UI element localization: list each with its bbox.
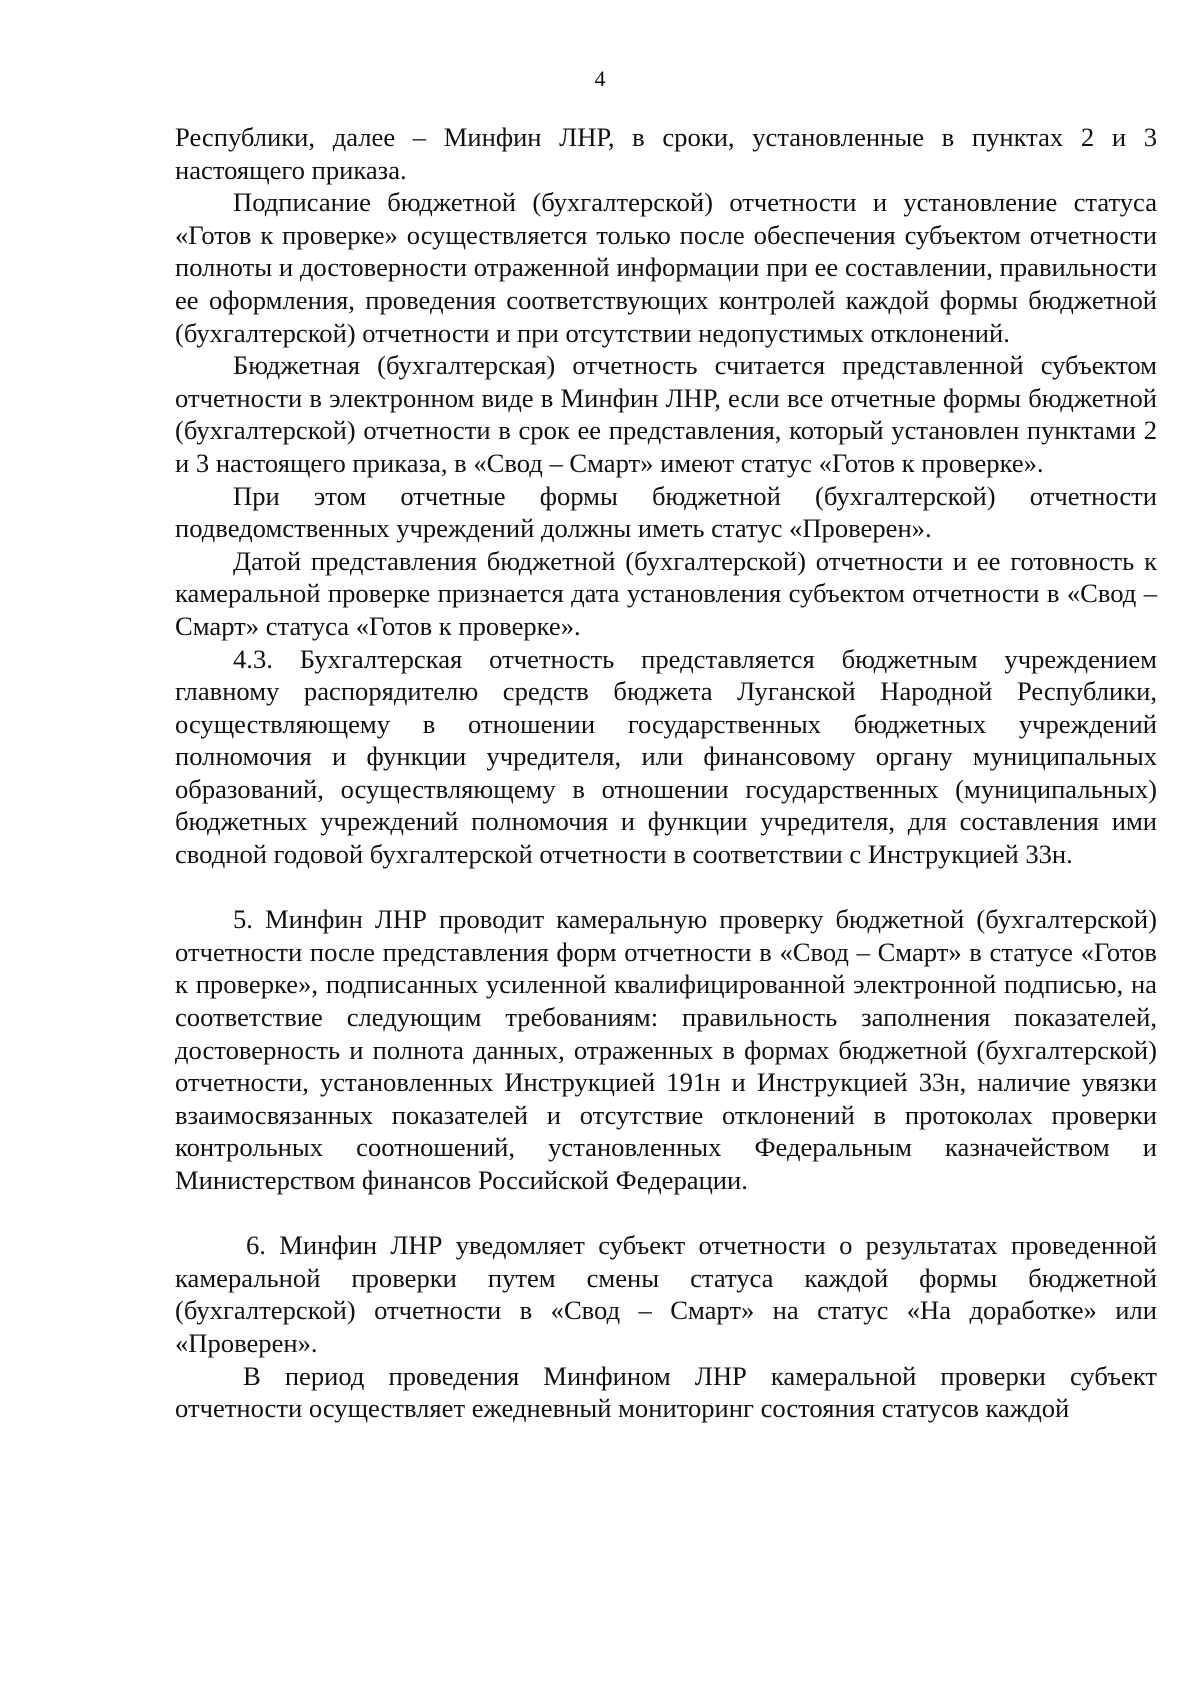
paragraph-monitoring: В период проведения Минфином ЛНР камеральной проверки субъект отчетности осуществляет ежедневный мониторинг состояния статусов каждой — [175, 1360, 1157, 1424]
paragraph-5: 5. Минфин ЛНР проводит камеральную проверку бюджетной (бухгалтерской) отчетности после представления форм отчетности в «Свод – Смарт» в статусе «Готов к проверке», подписанных усиленной квалифицированной электронной подписью, на соответствие следующим требованиям: правильность заполнения показателей, достоверность и полнота данных, отраженных в формах бюджетной (бухгалтерской) отчетности, установленных Инструкцией 191н и Инструкцией 33н, наличие увязки взаимосвязанных показателей и отсутствие отклонений в протоколах проверки контрольных соотношений, установленных Федеральным казначейством и Министерством финансов Российской Федерации. — [175, 904, 1157, 1195]
page-number: 4 — [594, 66, 606, 91]
paragraph-subordinate-status: При этом отчетные формы бюджетной (бухгалтерской) отчетности подведомственных учреждений должны иметь статус «Проверен». — [175, 480, 1157, 544]
document-body — [175, 121, 1157, 1425]
paragraph-continuation: Республики, далее – Минфин ЛНР, в сроки, установленные в пунктах 2 и 3 настоящего приказа. — [175, 122, 1157, 185]
paragraph-6: 6. Минфин ЛНР уведомляет субъект отчетности о результатах проведенной камеральной проверки путем смены статуса каждой формы бюджетной (бухгалтерской) отчетности в «Свод – Смарт» на статус «На доработке» или «Проверен». — [175, 1230, 1157, 1358]
paragraph-submitted: Бюджетная (бухгалтерская) отчетность считается представленной субъектом отчетности в электронном виде в Минфин ЛНР, если все отчетные формы бюджетной (бухгалтерской) отчетности в срок ее представления, который установлен пунктами 2 и 3 настоящего приказа, в «Свод – Смарт» имеют статус «Готов к проверке». — [175, 350, 1157, 478]
paragraph-4-3: 4.3. Бухгалтерская отчетность представляется бюджетным учреждением главному распорядителю средств бюджета Луганской Народной Республики, осуществляющему в отношении государственных бюджетных учреждений полномочия и функции учредителя, или финансовому органу муниципальных образований, осуществляющему в отношении государственных (муниципальных) бюджетных учреждений полномочия и функции учредителя, для составления ими сводной годовой бухгалтерской отчетности в соответствии с Инструкцией 33н. — [175, 643, 1157, 870]
paragraph-submission-date: Датой представления бюджетной (бухгалтерской) отчетности и ее готовность к камеральной проверке признается дата установления субъектом отчетности в «Свод – Смарт» статуса «Готов к проверке». — [175, 545, 1157, 641]
paragraph-signing: Подписание бюджетной (бухгалтерской) отчетности и установление статуса «Готов к проверке» осуществляется только после обеспечения субъектом отчетности полноты и достоверности отраженной информации при ее составлении, правильности ее оформления, проведения соответствующих контролей каждой формы бюджетной (бухгалтерской) отчетности и при отсутствии недопустимых отклонений. — [175, 187, 1157, 348]
